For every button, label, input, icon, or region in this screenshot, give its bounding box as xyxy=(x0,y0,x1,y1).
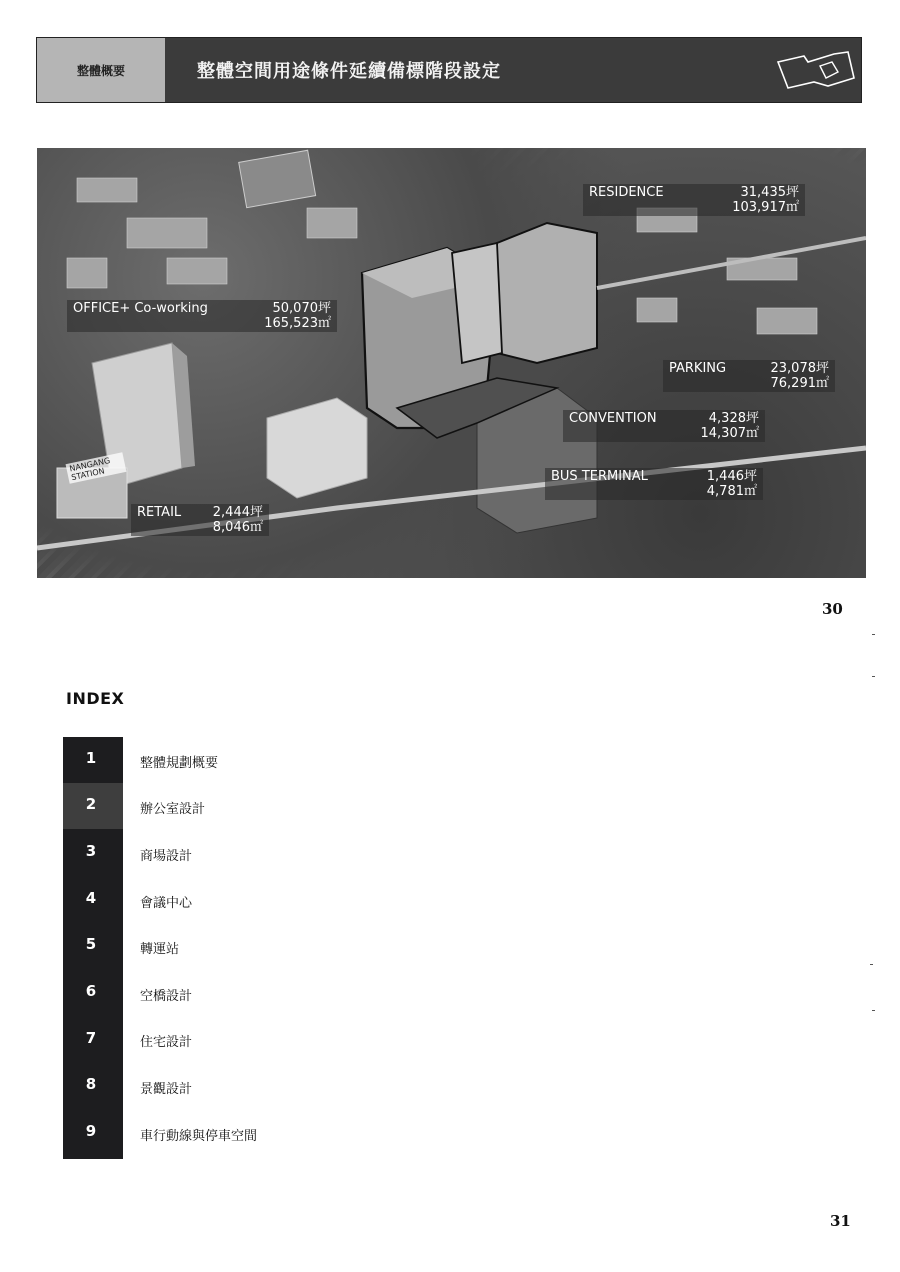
label-office xyxy=(67,300,337,332)
index-row xyxy=(63,783,123,829)
label-name: OFFICE+ Co-working xyxy=(73,301,208,316)
label-area-ping: 2,444坪 xyxy=(212,505,263,520)
station-label: NANGANG STATION xyxy=(66,452,127,484)
index-row xyxy=(63,1063,123,1109)
label-name: RESIDENCE xyxy=(589,185,664,200)
label-area-ping: 50,070坪 xyxy=(272,301,331,316)
page-number-bottom: 31 xyxy=(830,1212,851,1230)
scan-speck xyxy=(872,1010,875,1011)
section-header xyxy=(36,37,862,103)
index-number: 1 xyxy=(85,749,97,767)
label-name: RETAIL xyxy=(137,505,182,520)
label-area-sqm: 76,291㎡ xyxy=(770,376,829,391)
scan-speck xyxy=(872,676,875,677)
label-area-sqm: 14,307㎡ xyxy=(700,426,759,441)
label-area-ping: 31,435坪 xyxy=(740,185,799,200)
label-retail xyxy=(131,504,269,536)
label-area-sqm: 4,781㎡ xyxy=(706,484,757,499)
index-number: 5 xyxy=(85,935,97,953)
index-item-label[interactable]: 辦公室設計 xyxy=(140,802,206,817)
index-row xyxy=(63,923,123,969)
index-item-label[interactable]: 整體規劃概要 xyxy=(140,756,219,771)
index-number: 9 xyxy=(85,1122,97,1140)
index-number: 6 xyxy=(85,982,97,1000)
index-number: 7 xyxy=(85,1029,97,1047)
site-outline-icon xyxy=(771,38,861,102)
label-convention xyxy=(563,410,765,442)
index-row xyxy=(63,830,123,876)
page-title: 整體空間用途條件延續備標階段設定 xyxy=(197,61,501,82)
index-row xyxy=(63,737,123,783)
scan-speck xyxy=(870,964,873,965)
index-number: 3 xyxy=(85,842,97,860)
label-area-sqm: 103,917㎡ xyxy=(732,200,799,215)
index-number: 8 xyxy=(85,1075,97,1093)
label-name: BUS TERMINAL xyxy=(551,469,648,484)
index-item-label[interactable]: 景觀設計 xyxy=(140,1082,193,1097)
page-number-top: 30 xyxy=(822,600,843,618)
label-name: CONVENTION xyxy=(569,411,657,426)
index-number: 4 xyxy=(85,889,97,907)
label-area-ping: 1,446坪 xyxy=(706,469,757,484)
index-number: 2 xyxy=(85,795,97,813)
label-name: PARKING xyxy=(669,361,727,376)
index-item-label[interactable]: 住宅設計 xyxy=(140,1035,193,1050)
index-item-label[interactable]: 車行動線與停車空間 xyxy=(140,1129,258,1144)
label-area-sqm: 165,523㎡ xyxy=(264,316,331,331)
index-item-label[interactable]: 會議中心 xyxy=(140,896,193,911)
label-residence xyxy=(583,184,805,216)
scan-speck xyxy=(872,634,875,635)
label-parking xyxy=(663,360,835,392)
index-item-label[interactable]: 轉運站 xyxy=(140,942,180,957)
index-number-bar xyxy=(63,737,123,1159)
section-tag: 整體概要 xyxy=(37,38,165,102)
index-item-label[interactable]: 空橋設計 xyxy=(140,989,193,1004)
index-row xyxy=(63,970,123,1016)
index-row xyxy=(63,877,123,923)
index-heading: INDEX xyxy=(66,689,125,708)
aerial-rendering xyxy=(37,148,866,578)
label-area-ping: 4,328坪 xyxy=(708,411,759,426)
label-area-sqm: 8,046㎡ xyxy=(212,520,263,535)
label-area-ping: 23,078坪 xyxy=(770,361,829,376)
index-row xyxy=(63,1017,123,1063)
index-row xyxy=(63,1110,123,1156)
label-bus-terminal xyxy=(545,468,763,500)
index-item-label[interactable]: 商場設計 xyxy=(140,849,193,864)
